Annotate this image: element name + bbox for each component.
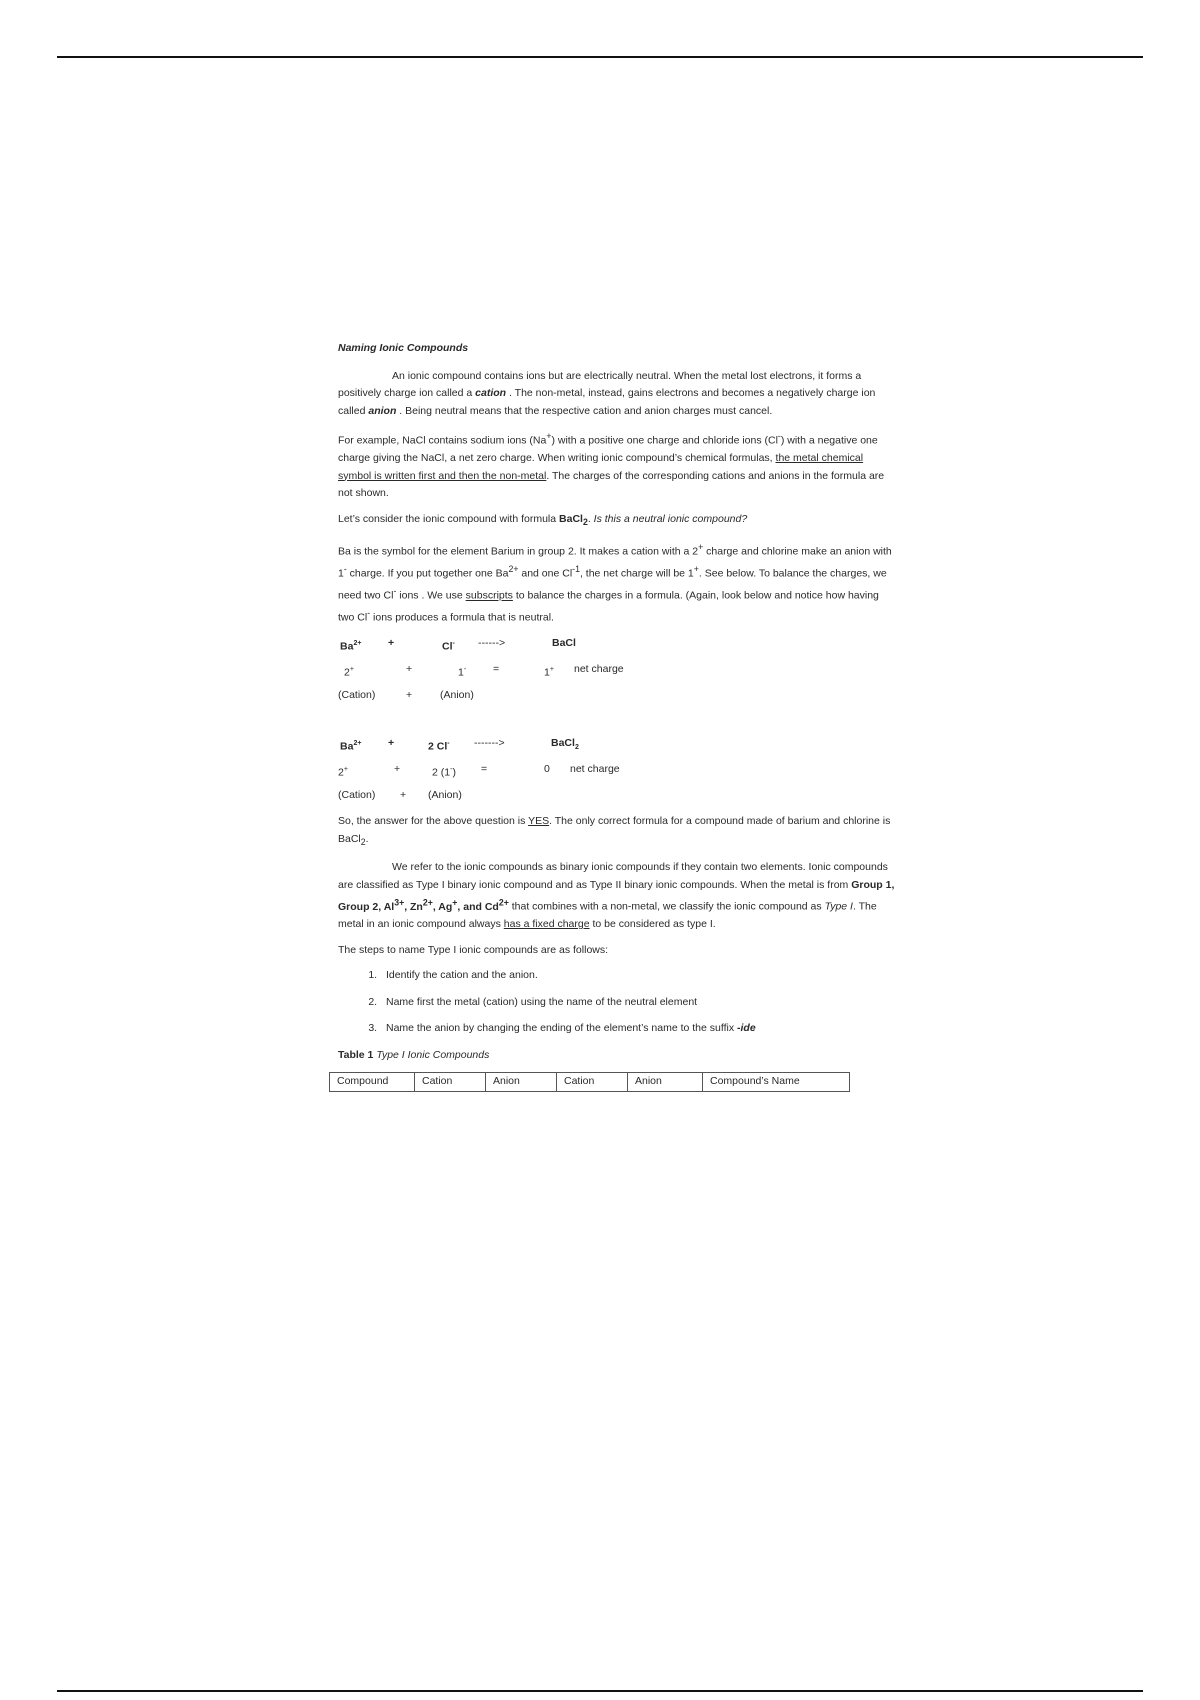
answer-yes: YES <box>528 815 550 828</box>
table-header-anion: Anion <box>486 1073 557 1092</box>
equation2-labels: (Cation) + (Anion) <box>338 789 462 802</box>
metal-groups: Group 1, Group 2, $Al^{3+}$, $Zn^{2+}$, Ag+, and $Cd^{2+}$ <box>338 878 895 913</box>
header-rule <box>57 56 1143 58</box>
underlined-rule: the metal chemical symbol is written first and then the non-metal <box>338 452 864 482</box>
paragraph-binary: We refer to the ionic compounds as binary ionic compounds if they contain two elements. Ionic compounds are classified as Type I binary ionic compound and as Type II binary ionic compounds. When the metal is from Group 1, Group 2, $Al^{3+}$, $Zn^{2+}$, Ag+, and $Cd^{2+}$ that combines with a non-metal, we classify the ionic compound as Type I. The metal in an ionic compound always has a fixed charge to be considered as type I. <box>338 861 895 931</box>
term-anion: anion <box>368 404 397 417</box>
term-type-i: Type I <box>824 900 853 913</box>
table-header-anion: Anion <box>628 1073 703 1092</box>
table-header-cation: Cation <box>557 1073 628 1092</box>
equation2-charges: 2+ + 2 (1-) = 0 net charge <box>338 763 620 779</box>
question-text: Is this a neutral ionic compound? <box>593 512 748 525</box>
equation1-charges: 2+ + 1- = 1+ net charge <box>344 663 624 679</box>
table-caption: Table 1 Type I Ionic Compounds <box>338 1048 490 1061</box>
table-header-compound-name: Compound’s Name <box>703 1073 850 1092</box>
paragraph-question: Let’s consider the ionic compound with formula BaCl$_2$. Is this a neutral ionic compound? <box>338 512 748 527</box>
paragraph-intro: An ionic compound contains ions but are electrically neutral. When the metal lost electrons, it forms a positively charge ion called a cation . The non-metal, instead, gains electrons and becomes a negatively charge ion called anion . Being neutral means that the respective cation and anion charges must cancel. <box>338 369 876 417</box>
steps-list <box>338 967 896 1038</box>
suffix-ide: -ide <box>737 1022 756 1035</box>
fixed-charge: has a fixed charge <box>503 918 590 931</box>
equation2-ions: $Ba^{2+}$ + 2 Cl- -------> BaCl$_2$ <box>340 737 579 753</box>
paragraph-answer: So, the answer for the above question is YES. The only correct formula for a compound made of barium and chlorine is BaCl$_2$. <box>338 815 891 847</box>
equation1-ions: $Ba^{2+}$ + Cl- ------> BaCl <box>340 637 576 653</box>
document-page <box>338 340 896 1092</box>
list-item: 1. Identify the cation and the anion. <box>380 967 896 985</box>
paragraph-barium: Ba is the symbol for the element Barium in group 2. It makes a cation with a 2+ charge and chlorine make an anion with 1- charge. If you put together one $Ba^{2+}$ and one $Cl^{-1}$, the net charge will be 1+. See below. To balance the charges, we need two Cl- ions . We use subscripts to balance the charges in a formula. (Again, look below and notice how having two Cl- ions produces a formula that is neutral. <box>338 542 892 624</box>
term-cation: cation <box>475 387 507 399</box>
list-item: 2. Name first the metal (cation) using the name of the neutral element <box>380 994 896 1012</box>
table-header-cation: Cation <box>415 1073 486 1092</box>
list-item: 3. Name the anion by changing the ending of the element’s name to the suffix -ide <box>380 1020 896 1038</box>
footer-rule <box>57 1690 1143 1692</box>
document-title: Naming Ionic Compounds <box>338 342 469 354</box>
term-subscripts: subscripts <box>465 589 513 602</box>
equation1-labels: (Cation) + (Anion) <box>338 689 474 702</box>
table-row <box>330 1073 850 1092</box>
steps-intro: The steps to name Type I ionic compounds are as follows: <box>338 943 609 956</box>
formula-bacl2: BaCl$_2$ <box>559 512 588 527</box>
type-i-table <box>329 1072 850 1092</box>
paragraph-example: For example, NaCl contains sodium ions (Na+) with a positive one charge and chloride ions (Cl-) with a negative one charge giving the NaCl, a net zero charge. When writing ionic compound’s chemical formulas, the metal chemical symbol is written first and then the non-metal. The charges of the corresponding cations and anions in the formula are not shown. <box>338 431 885 499</box>
table-header-compound: Compound <box>330 1073 415 1092</box>
